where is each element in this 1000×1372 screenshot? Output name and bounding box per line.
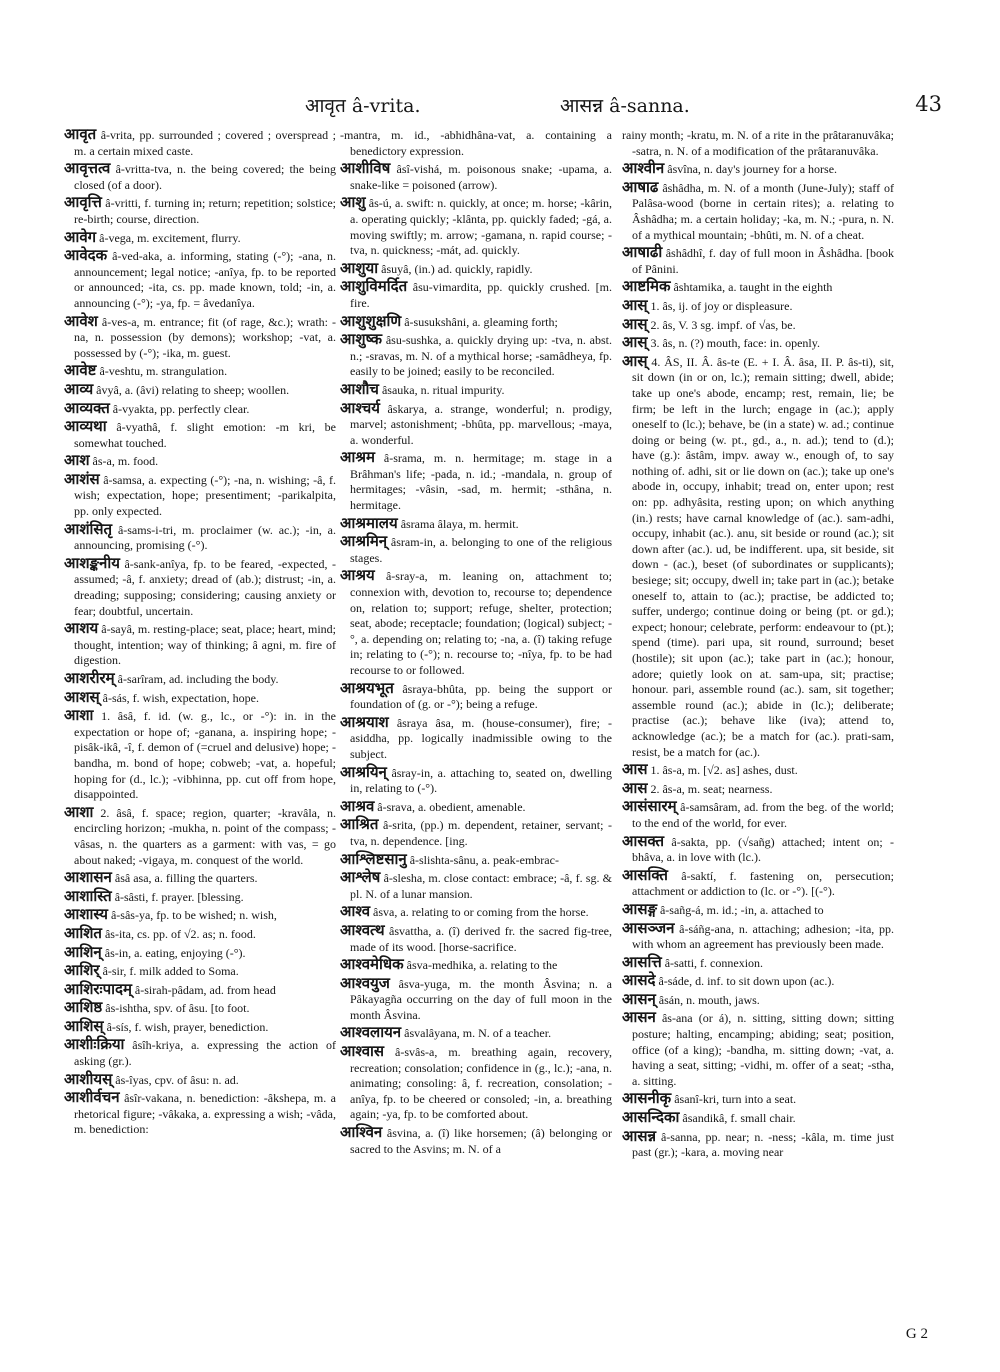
entry-definition: 2. âsâ, f. space; region, quarter; -kravâla, n. encircling horizon; -mukha, n. point of the compass; -vâsas, n. the quarters as a garment: with vas, = go about naked; -vigaya, m. conquest of the world. bbox=[74, 805, 336, 867]
entry-headword: आशिस् bbox=[64, 1018, 104, 1035]
entry-definition: â-vega, m. excitement, flurry. bbox=[99, 230, 241, 245]
dictionary-entry bbox=[622, 355, 894, 760]
entry-definition: â-veshtu, m. strangulation. bbox=[99, 364, 228, 379]
entry-headword: आशुया bbox=[340, 260, 379, 277]
dictionary-entry bbox=[622, 763, 894, 779]
dictionary-entry bbox=[340, 569, 612, 678]
dictionary-entry bbox=[64, 473, 336, 520]
entry-headword: आश्रम bbox=[340, 450, 375, 467]
entry-definition: âsvîna, n. day's journey for a horse. bbox=[667, 162, 838, 177]
dictionary-entry bbox=[340, 977, 612, 1024]
dictionary-entry bbox=[340, 196, 612, 258]
entry-headword: आशरीरम् bbox=[64, 671, 115, 687]
entry-definition: 1. âsâ, f. id. (w. g., lc., or -°): in. in the expectation or hope of; -ganana, a. inspiring hope; -pisâk-ikâ, -î, f. demon of (=cruel and delusive) hope; -bandha, m. bond of hope; cobweb; -vat, a. hopeful; hoping for (d., lc.); -vibhinna, pp. cut off from hope, disappointed. bbox=[74, 709, 336, 802]
entry-definition: â-sirah-pâdam, ad. from head bbox=[134, 982, 276, 997]
entry-definition: âs-ishtha, spv. of âsu. [to foot. bbox=[105, 1001, 250, 1016]
dictionary-entry bbox=[340, 905, 612, 921]
dictionary-entry bbox=[64, 454, 336, 470]
entry-headword: आश्वमेधिक bbox=[340, 957, 404, 974]
entry-definition: â-sáde, d. inf. to sit down upon (ac.). bbox=[658, 974, 835, 989]
entry-headword: आश्रयाश bbox=[340, 714, 389, 731]
entry-headword: आशित bbox=[64, 925, 102, 942]
dictionary-entry bbox=[622, 956, 894, 972]
entry-definition: â-sâs-ya, fp. to be wished; n. wish, bbox=[110, 908, 277, 923]
entry-definition: 2. âs, V. 3 sg. impf. of √as, be. bbox=[650, 317, 796, 332]
entry-definition: â-sams-i-tri, m. proclaimer (w. ac.); -in, a. announcing, promising (-°). bbox=[74, 522, 337, 553]
entry-definition: âs-in, a. eating, enjoying (-°). bbox=[104, 945, 246, 960]
entry-definition: â-vritti, f. turning in; return; repetition; solstice; re-birth; course, direction. bbox=[74, 196, 336, 226]
dictionary-entry bbox=[64, 420, 336, 451]
entry-definition: âsraya-bhûta, pp. being the support or foundation of (g. or -°); being a refuge. bbox=[350, 681, 612, 712]
entry-definition: âsu-sushka, a. quickly drying up: -tva, n. abst. n.; -sravas, m. N. of a mythical horse; -samâdheya, fp. easily to be joined; easily to be reconciled. bbox=[350, 333, 612, 379]
dictionary-entry bbox=[64, 402, 336, 418]
entry-definition: 3. âs, n. (?) mouth, face: in. openly. bbox=[650, 336, 820, 351]
entry-definition: âvyâ, a. (âvi) relating to sheep; woollen. bbox=[96, 382, 290, 397]
entry-headword: आशुशुक्षणि bbox=[340, 313, 402, 330]
entry-definition: â-ves-a, m. entrance; fit (of rage, &c.); wrath: -na, n. possession (by demons); workshop; -vat, a. possessed by (-°); -ika, m. guest. bbox=[74, 314, 337, 360]
dictionary-entry bbox=[340, 800, 612, 816]
dictionary-entry bbox=[64, 196, 336, 227]
entry-definition: â-sir, f. milk added to Soma. bbox=[102, 964, 239, 979]
dictionary-entry bbox=[622, 318, 894, 334]
entry-headword: आश्लिष्टसानु bbox=[340, 851, 407, 868]
entry-definition: â-srita, (pp.) m. dependent, retainer, servant; -tva, n. dependence. [ing. bbox=[350, 818, 613, 848]
entry-definition: âsva, a. relating to or coming from the horse. bbox=[373, 905, 589, 920]
entry-definition: 1. âs-a, m. [√2. as] ashes, dust. bbox=[650, 763, 798, 778]
dictionary-entry bbox=[64, 946, 336, 962]
entry-headword: आशा bbox=[64, 804, 94, 821]
entry-headword: आस् bbox=[622, 316, 648, 333]
dictionary-entry bbox=[622, 128, 894, 159]
entry-headword: आसनीकृ bbox=[622, 1091, 672, 1108]
dictionary-entry bbox=[64, 128, 336, 159]
entry-headword: आशीःक्रिया bbox=[64, 1037, 125, 1054]
entry-headword: आशासन bbox=[64, 870, 112, 887]
dictionary-entry bbox=[64, 806, 336, 868]
entry-headword: आशिर् bbox=[64, 963, 100, 980]
entry-definition: â-vyathâ, f. slight emotion: -m kri, be somewhat touched. bbox=[74, 420, 337, 450]
entry-definition: âsu-vimardita, pp. quickly crushed. [m. fire. bbox=[350, 280, 613, 310]
dictionary-entry bbox=[340, 333, 612, 380]
entry-definition: â-ved-aka, a. informing, stating (-°); -ana, n. announcement; legal notice; -anîya, fp. to be reported or announced; -ita, cs. pp. made known, told; -in, a. announcing (-°); -ya, fp. = âvedanîya. bbox=[74, 249, 336, 310]
entry-definition: âsvalâyana, m. N. of a teacher. bbox=[404, 1026, 552, 1041]
dictionary-entry bbox=[64, 1038, 336, 1069]
dictionary-entry bbox=[340, 451, 612, 513]
entry-definition: âsîh-kriya, a. expressing the action of asking (gr.). bbox=[74, 1038, 337, 1069]
dictionary-entry bbox=[622, 181, 894, 243]
entry-headword: आशंसितृ bbox=[64, 521, 113, 538]
entry-headword: आश्वीन bbox=[622, 161, 665, 178]
entry-headword: आषाढी bbox=[622, 245, 663, 262]
entry-headword: आसञ्जन bbox=[622, 920, 675, 937]
entry-definition: â-srava, a. obedient, amenable. bbox=[377, 799, 526, 814]
entry-definition: â-sís, f. wish, prayer, benediction. bbox=[106, 1019, 269, 1034]
entry-definition: â-sank-anîya, fp. to be feared, -expected, -assumed; -â, f. anxiety; dread of (ab.); distrust; -in, a. dreading; supposing; considering; causing anxiety or fear; doubtful, uncertain. bbox=[74, 556, 336, 618]
entry-headword: आसत्ति bbox=[622, 954, 662, 971]
dictionary-entry bbox=[622, 1130, 894, 1161]
entry-definition: âshtamika, a. taught in the eighth bbox=[673, 280, 833, 295]
entry-headword: आश्वलायन bbox=[340, 1025, 402, 1042]
entry-definition: â-vyakta, pp. perfectly clear. bbox=[112, 401, 250, 416]
dictionary-entry bbox=[64, 162, 336, 193]
entry-definition: â-sanna, pp. near; n. -ness; -kâla, m. time just past (gr.); -kara, a. moving near bbox=[632, 1129, 895, 1160]
entry-headword: आशा bbox=[64, 708, 94, 725]
dictionary-entry bbox=[64, 709, 336, 803]
entry-headword: आश्रयिन् bbox=[340, 764, 387, 781]
dictionary-entry bbox=[622, 993, 894, 1009]
dictionary-entry bbox=[340, 402, 612, 449]
entry-headword: आशङ्कनीय bbox=[64, 555, 120, 572]
entry-definition: â-sâsti, f. prayer. [blessing. bbox=[114, 889, 244, 904]
entry-definition: âs-a, m. food. bbox=[92, 454, 159, 469]
dictionary-entry bbox=[64, 1073, 336, 1089]
dictionary-entry bbox=[340, 280, 612, 311]
entry-headword: आशुविमर्दित bbox=[340, 279, 408, 296]
entry-headword: आशीविष bbox=[340, 161, 391, 178]
entry-headword: आश्रव bbox=[340, 798, 375, 815]
entry-definition: rainy month; -kratu, m. N. of a rite in the prâtaranuvâka; -satra, n. N. of a modification of the prâtaranuvâka. bbox=[622, 128, 894, 158]
entry-headword: आशस् bbox=[64, 689, 100, 706]
dictionary-entry bbox=[622, 974, 894, 990]
entry-definition: âsî-vishá, m. poisonous snake; -upama, a. snake-like = poisoned (arrow). bbox=[350, 162, 613, 192]
dictionary-entry bbox=[340, 315, 612, 331]
entry-headword: आसन्न bbox=[622, 1128, 657, 1145]
dictionary-entry bbox=[64, 523, 336, 554]
dictionary-entry bbox=[622, 835, 894, 866]
entry-headword: आसंसारम् bbox=[622, 799, 677, 816]
dictionary-entry bbox=[622, 1111, 894, 1127]
entry-definition: â-sray-a, m. leaning on, attachment to; connexion with, devotion to, recourse to; dependence on, relation to; support; refuge, shelter, protection; seat, abode; receptacle; foundation; (logical) subject; -°, a. depending on; relating to; -na, a. (î) taking refuge in; relating to (-°); n. recourse to; -nîya, fp. to be had recourse to or followed. bbox=[350, 569, 612, 677]
entry-definition: âsanî-kri, turn into a seat. bbox=[674, 1092, 797, 1107]
entry-definition: âshâdha, m. N. of a month (June-July); staff of Palâsa-wood (borne in certain rites); a. relating to Âshâdha; m. a certain holiday; -ka, m. N.; -pura, n. N. of a mythical mountain; -bhûti, m. N. of a cheat. bbox=[632, 180, 895, 242]
entry-definition: â-sás, f. wish, expectation, hope. bbox=[102, 690, 259, 705]
dictionary-entry bbox=[64, 1091, 336, 1138]
entry-definition: â-slishta-sânu, a. peak-embrac- bbox=[409, 852, 559, 867]
entry-definition: â-samsa, a. expecting (-°); -na, n. wishing; -â, f. wish; expectation, hope; presentiment; -parikalpita, pp. only expected. bbox=[74, 472, 336, 519]
dictionary-entry bbox=[340, 958, 612, 974]
column-1 bbox=[64, 128, 336, 1141]
entry-headword: आवेग bbox=[64, 229, 97, 246]
dictionary-entry bbox=[64, 908, 336, 924]
dictionary-entry bbox=[622, 280, 894, 296]
dictionary-entry bbox=[340, 766, 612, 797]
entry-definition: âskarya, a. strange, wonderful; n. prodigy, marvel; astonishment; -bhûta, pp. marvellous; -maya, a. wonderful. bbox=[350, 401, 613, 447]
entry-definition: âs-îyas, cpv. of âsu: n. ad. bbox=[115, 1072, 239, 1087]
entry-headword: आवेश bbox=[64, 313, 98, 330]
dictionary-entry bbox=[622, 246, 894, 277]
entry-headword: आशंस bbox=[64, 471, 100, 488]
entry-definition: âsvattha, a. (î) derived fr. the sacred fig-tree, made of its wood. [horse-sacrifice. bbox=[350, 923, 613, 954]
entry-definition: âs-ita, cs. pp. of √2. as; n. food. bbox=[104, 926, 256, 941]
entry-headword: आस् bbox=[622, 297, 648, 314]
entry-headword: आश्रित bbox=[340, 817, 379, 834]
dictionary-entry bbox=[340, 818, 612, 849]
signature-mark: G 2 bbox=[905, 1326, 928, 1342]
dictionary-entry bbox=[64, 364, 336, 380]
dictionary-entry bbox=[64, 557, 336, 619]
dictionary-entry bbox=[622, 1092, 894, 1108]
entry-definition: â-susukshâni, a. gleaming forth; bbox=[404, 314, 558, 329]
entry-headword: आषाढ bbox=[622, 179, 659, 196]
entry-definition: âsauka, n. ritual impurity. bbox=[381, 382, 505, 397]
dictionary-entry bbox=[340, 128, 612, 159]
entry-definition: -mantra, m. id., -abhidhâna-vat, a. containing a benedictory expression. bbox=[340, 128, 612, 158]
dictionary-entry bbox=[64, 983, 336, 999]
column-3 bbox=[622, 128, 894, 1164]
dictionary-entry bbox=[340, 262, 612, 278]
entry-definition: â-satti, f. connexion. bbox=[664, 955, 764, 970]
dictionary-entry bbox=[64, 691, 336, 707]
entry-definition: âsray-in, a. attaching to, seated on, dwelling in, relating to (-°). bbox=[350, 765, 613, 796]
entry-headword: आश्व bbox=[340, 904, 371, 921]
entry-headword: आश्चर्य bbox=[340, 400, 380, 417]
dictionary-entry bbox=[64, 383, 336, 399]
dictionary-entry bbox=[340, 383, 612, 399]
dictionary-entry bbox=[64, 231, 336, 247]
dictionary-entry bbox=[340, 1026, 612, 1042]
entry-headword: आशौच bbox=[340, 381, 379, 398]
entry-definition: âsva-medhika, a. relating to the bbox=[406, 958, 558, 973]
dictionary-entry bbox=[622, 922, 894, 953]
entry-definition: â-sáñg-ana, n. attaching; adhesion; -ita, pp. with whom an agreement has previously been made. bbox=[632, 921, 894, 952]
entry-definition: â-svâs-a, m. breathing again, recovery, recreation; consolation; confidence in (g., lc.); -ana, n. animating; consoling: â, f. recreation, consolation; -anîya, fp. to be cheered or consoled; -in, a. breathing again; -ya, fp. to be comforted about. bbox=[350, 1045, 613, 1122]
entry-headword: आसदे bbox=[622, 973, 656, 990]
entry-headword: आस bbox=[622, 762, 648, 779]
dictionary-entry bbox=[64, 1020, 336, 1036]
entry-headword: आव्यथा bbox=[64, 419, 107, 436]
entry-headword: आवेष्ट bbox=[64, 363, 97, 380]
entry-definition: â-sarîram, ad. including the body. bbox=[117, 672, 279, 686]
dictionary-entry bbox=[622, 162, 894, 178]
entry-definition: 1. âs, ij. of joy or displeasure. bbox=[650, 298, 793, 313]
entry-definition: âsva-yuga, m. the month Âsvina; n. a Pâkayagña occurring on the day of full moon in the month Âsvina. bbox=[350, 976, 612, 1022]
dictionary-entry bbox=[64, 1001, 336, 1017]
dictionary-entry bbox=[64, 672, 336, 688]
entry-definition: â-vrita, pp. surrounded ; covered ; overspread ; m. a certain mixed caste. bbox=[74, 128, 336, 158]
entry-headword: आव्यक्त bbox=[64, 400, 110, 417]
entry-definition: âsvina, a. (î) like horsemen; (â) belonging or sacred to the Asvins; m. N. of a bbox=[350, 1126, 612, 1156]
dictionary-entry bbox=[64, 927, 336, 943]
entry-headword: आवृत bbox=[64, 127, 97, 143]
entry-headword: आश्वयुज bbox=[340, 975, 390, 992]
entry-headword: आशय bbox=[64, 621, 99, 638]
entry-headword: आशिन् bbox=[64, 944, 102, 961]
page-number: 43 bbox=[915, 92, 942, 116]
entry-headword: आशीयस् bbox=[64, 1071, 113, 1088]
entry-definition: âshâdhî, f. day of full moon in Âshâdha. [book of Pânini. bbox=[632, 246, 894, 276]
entry-headword: आसक्ति bbox=[622, 867, 668, 884]
dictionary-entry bbox=[340, 682, 612, 713]
entry-definition: âsandikâ, f. small chair. bbox=[682, 1111, 796, 1126]
entry-headword: आसङ्ग bbox=[622, 901, 657, 918]
entry-definition: âs-ana (or á), n. sitting, sitting down; sitting posture; halting, encamping; abiding; seat; position, office (of a king); -bandha, m. sitting down; -vat, a. having a seat, sitting; -vidhi, m. offer of a seat; -stha, a. sitting. bbox=[632, 1011, 894, 1088]
entry-definition: âsraya âsa, m. (house-consumer), fire; -asiddha, pp. logically inadmissible owing to the subject. bbox=[350, 715, 613, 761]
dictionary-entry bbox=[622, 869, 894, 900]
entry-headword: आश्लेष bbox=[340, 870, 381, 887]
dictionary-entry bbox=[64, 622, 336, 669]
entry-definition: â-saktí, f. fastening on, persecution; attachment or addiction to (lc. or -°). [(-°). bbox=[632, 868, 895, 899]
entry-headword: आशुष्क bbox=[340, 332, 383, 349]
dictionary-entry bbox=[340, 1045, 612, 1123]
dictionary-entry bbox=[340, 924, 612, 955]
entry-definition: â-samsâram, ad. from the beg. of the world; to the end of the world, for ever. bbox=[632, 800, 894, 830]
entry-definition: âsram-in, a. belonging to one of the religious stages. bbox=[350, 535, 612, 565]
entry-headword: आश्रयभूत bbox=[340, 680, 394, 697]
dictionary-entry bbox=[340, 517, 612, 533]
dictionary-entry bbox=[622, 782, 894, 798]
entry-headword: आस् bbox=[622, 353, 648, 370]
entry-headword: आव्य bbox=[64, 381, 94, 398]
dictionary-entry bbox=[340, 716, 612, 763]
entry-headword: आश्विन bbox=[340, 1125, 383, 1142]
entry-definition: âs-ú, a. swift: n. quickly, at once; m. horse; -kârin, a. operating quickly; -klânta, pp. quickly faded; -gá, a. moving swiftly; m. arrow; -gamana, n. rapid course; -tva, n. quickness; -mát, ad. quickly. bbox=[350, 196, 612, 258]
entry-headword: आशीर्वचन bbox=[64, 1090, 120, 1107]
entry-headword: आस bbox=[622, 780, 648, 797]
entry-headword: आशास्ति bbox=[64, 888, 112, 905]
dictionary-entry bbox=[340, 871, 612, 902]
left-running-headword: आवृत â-vrita. bbox=[305, 95, 421, 117]
entry-headword: आश्वत्थ bbox=[340, 922, 385, 939]
right-running-headword: आसन्न â-sanna. bbox=[560, 95, 690, 117]
entry-definition: âsuyâ, (in.) ad. quickly, rapidly. bbox=[381, 261, 533, 276]
dictionary-entry bbox=[64, 871, 336, 887]
entry-headword: आशिरःपादम् bbox=[64, 981, 132, 998]
dictionary-entry bbox=[622, 299, 894, 315]
page-header bbox=[60, 92, 960, 122]
dictionary-entry bbox=[622, 800, 894, 831]
entry-headword: आसक्त bbox=[622, 833, 665, 850]
entry-headword: आशु bbox=[340, 195, 366, 212]
entry-headword: आवेदक bbox=[64, 248, 108, 265]
entry-headword: आवृत्तत्व bbox=[64, 161, 111, 178]
entry-definition: â-srama, m. n. hermitage; m. stage in a Brâhman's life; -pada, n. id.; -mandala, n. group of hermitages; -vâsin, -sad, m. hermit; -sthâna, n. hermitage. bbox=[350, 451, 612, 513]
dictionary-entry bbox=[64, 890, 336, 906]
entry-definition: â-sañg-á, m. id.; -in, a. attached to bbox=[659, 902, 824, 917]
entry-headword: आसन्दिका bbox=[622, 1110, 680, 1127]
entry-headword: आसन् bbox=[622, 991, 656, 1008]
dictionary-entry bbox=[340, 535, 612, 566]
dictionary-entry bbox=[64, 315, 336, 362]
dictionary-entry bbox=[622, 336, 894, 352]
dictionary-entry bbox=[622, 903, 894, 919]
entry-headword: आश्रमालय bbox=[340, 515, 398, 532]
entry-headword: आशास्य bbox=[64, 907, 108, 924]
entry-definition: âsâ asa, a. filling the quarters. bbox=[114, 871, 258, 886]
entry-definition: âsán, n. mouth, jaws. bbox=[658, 992, 760, 1007]
dictionary-entry bbox=[340, 162, 612, 193]
entry-headword: आश bbox=[64, 453, 90, 470]
dictionary-entry bbox=[64, 249, 336, 311]
entry-definition: â-slesha, m. close contact: embrace; -â, f. sg. & pl. N. of a lunar mansion. bbox=[350, 871, 613, 901]
entry-definition: 4. ÂS, II. Â. âs-te (E. + I. Â. âsa, II. P. âs-ti), sit, sit down (in or on, lc.); remain sitting; dwell, abide; take up one's abode, encamp; rest, remain, lie; be firm; be left in the lurch; engage in (ac.); apply oneself to (lc.); behave, be (in a state) w. ad.; continue doing or being (w. pt., gd., a., n. ad.); tend to (d.); have (g.): âstâm, impv. away w., enough of, to say nothing of. adhi, sit or lie down on (ac.); take up one's abode in, occupy, inhabit; tread on, enter upon; rest on: pp. adhyâsita, resting upon; on which anything (in.) rests; have carnal knowledge of (ac.). sam-adhi, occupy, inhabit (ac.). anu, sit beside or round (ac.); sit down after (ac.). ud, be indifferent. upa, sit beside, sit down - (ac.), beset (of subordinates or supplicants); besiege; sit; occupy, dwell in; take part in (ac.); betake oneself to, attain to (ac.); practise, be addicted to; suffer, undergo; continue doing or being (pt. or gd.); expect; honour; celebrate, perform: endeavour to (pt.); spend (time). pari upa, sit round, surround; beset (hostile); sit upon (ac.); take part in (ac.); honour, adore; quietly look on at. sam-upa, sit; practise; honour. pari, assemble round (ac.). sam, sit together; assemble round (ac.); abide in (lc.); deliberate; practise (ac.); behave like (iva); attend to, acknowledge (ac.); be a match for (ac.). prati-sam, resist, be a match for (ac.). bbox=[632, 354, 894, 759]
entry-definition: â-sakta, pp. (√sañg) attached; intent on; -bhâva, a. in love with (lc.). bbox=[632, 834, 894, 865]
entry-definition: âsîr-vakana, n. benediction: -âkshepa, m. a rhetorical figure; -vâkaka, a. expressing a wish; -vâda, m. benediction: bbox=[74, 1091, 336, 1137]
entry-headword: आश्रय bbox=[340, 568, 375, 585]
entry-headword: आस् bbox=[622, 335, 648, 352]
entry-headword: आष्टमिक bbox=[622, 279, 671, 296]
entry-headword: आश्वास bbox=[340, 1044, 385, 1061]
entry-headword: आसन bbox=[622, 1010, 656, 1027]
entry-definition: 2. âs-a, m. seat; nearness. bbox=[650, 781, 773, 796]
entry-headword: आशिष्ठ bbox=[64, 1000, 103, 1017]
entry-definition: âsrama âlaya, m. hermit. bbox=[400, 516, 519, 531]
column-2 bbox=[340, 128, 612, 1160]
entry-definition: â-sayâ, m. resting-place; seat, place; heart, mind; thought, intention; way of thinking; â agni, m. fire of digestion. bbox=[74, 622, 336, 668]
dictionary-entry bbox=[340, 1126, 612, 1157]
dictionary-entry bbox=[340, 853, 612, 869]
dictionary-entry bbox=[64, 964, 336, 980]
dictionary-entry bbox=[622, 1011, 894, 1089]
entry-headword: आश्रमिन् bbox=[340, 534, 388, 551]
entry-definition: â-vritta-tva, n. the being covered; the being closed (of a door). bbox=[74, 162, 336, 192]
entry-headword: आवृत्ति bbox=[64, 195, 102, 212]
